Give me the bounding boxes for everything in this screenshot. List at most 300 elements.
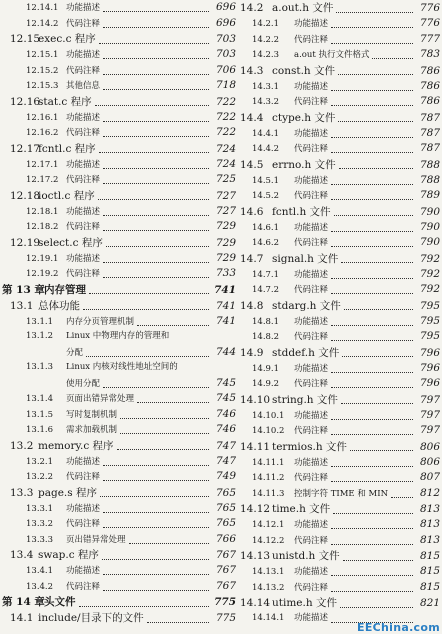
- dot-leader: [331, 176, 413, 185]
- toc-entry-title: errno.h 文件: [272, 158, 336, 171]
- toc-entry-title: unistd.h 文件: [272, 550, 340, 562]
- toc-entry-title: 代码注释: [294, 426, 329, 436]
- toc-entry-number: 14.3.1: [252, 81, 280, 92]
- dot-leader: [341, 254, 413, 263]
- toc-entry-section[interactable]: [240, 298, 440, 314]
- toc-entry-sub[interactable]: [2, 532, 236, 548]
- dot-leader: [103, 519, 209, 528]
- toc-entry-sub[interactable]: [2, 63, 236, 79]
- dot-leader: [103, 582, 209, 591]
- toc-entry-chapter[interactable]: [2, 594, 236, 610]
- toc-entry-title: 内存管理: [44, 283, 86, 296]
- dot-leader: [331, 223, 413, 232]
- toc-entry-section[interactable]: [240, 439, 440, 455]
- toc-entry-page-number: 792: [419, 267, 440, 280]
- toc-entry-number: 14.8: [240, 299, 264, 312]
- toc-entry-number: 14.14.1: [252, 613, 285, 623]
- toc-entry-section[interactable]: [2, 188, 236, 204]
- toc-entry-number: 第 13 章: [2, 283, 45, 296]
- toc-entry-number: 第 14 章: [2, 596, 45, 608]
- toc-entry-number: 14.11.1: [252, 457, 285, 468]
- dot-leader: [103, 160, 209, 169]
- dot-leader: [103, 457, 209, 466]
- toc-entry-title: 代码注释: [294, 238, 329, 248]
- dot-leader: [342, 348, 413, 357]
- toc-entry-sub[interactable]: [240, 141, 440, 157]
- toc-entry-sub[interactable]: [2, 469, 236, 485]
- toc-entry-title: 写时复制机制: [66, 409, 118, 420]
- dot-leader: [103, 207, 209, 216]
- toc-entry-page-number: 729: [215, 220, 236, 232]
- toc-entry-sub[interactable]: [240, 486, 440, 502]
- toc-entry-sub[interactable]: [240, 329, 440, 345]
- dot-leader: [120, 410, 209, 419]
- dot-leader: [331, 191, 413, 200]
- toc-entry-page-number: 795: [419, 299, 440, 312]
- toc-entry-sub[interactable]: [2, 78, 236, 94]
- toc-entry-sub[interactable]: [2, 110, 236, 126]
- toc-entry-number: 14.1: [10, 612, 34, 624]
- toc-entry-title: 需求加载机制: [66, 425, 118, 435]
- toc-entry-cont[interactable]: [2, 376, 236, 392]
- toc-entry-number: 12.15.2: [26, 65, 59, 76]
- toc-entry-cont[interactable]: [2, 345, 236, 361]
- toc-entry-page-number: 767: [215, 579, 236, 592]
- toc-entry-section[interactable]: [2, 94, 236, 110]
- toc-entry-number: 13.1.2: [26, 331, 54, 341]
- toc-entry-number: 14.8.2: [252, 332, 280, 342]
- dot-leader: [336, 4, 413, 13]
- toc-entry-page-number: 790: [419, 220, 440, 233]
- dot-leader: [331, 129, 413, 138]
- toc-entry-sub[interactable]: [2, 125, 236, 141]
- toc-entry-title: 代码注释: [294, 191, 329, 201]
- toc-entry-sub[interactable]: [240, 47, 440, 63]
- dot-leader: [103, 504, 209, 513]
- dot-leader: [95, 97, 209, 106]
- toc-entry-number: 13.1.1: [26, 316, 54, 327]
- toc-entry-title: 功能描述: [294, 81, 329, 92]
- dot-leader: [331, 82, 413, 91]
- toc-entry-number: 14.12.1: [252, 520, 285, 530]
- dot-leader: [103, 66, 209, 75]
- toc-entry-page-number: 806: [419, 440, 440, 453]
- toc-entry-number: 14.4.1: [252, 128, 280, 139]
- toc-entry-page-number: 747: [215, 439, 236, 452]
- toc-entry-sub[interactable]: [240, 94, 440, 110]
- toc-left-column: [2, 0, 236, 626]
- toc-entry-page-number: 765: [215, 517, 236, 529]
- toc-entry-title: 功能描述: [294, 363, 329, 374]
- toc-entry-page-number: 783: [419, 48, 440, 60]
- dot-leader: [103, 379, 209, 388]
- toc-entry-page-number: 741: [215, 299, 236, 312]
- toc-entry-sub[interactable]: [240, 267, 440, 283]
- toc-entry-title: 功能描述: [66, 206, 101, 217]
- toc-entry-number: 12.15.1: [26, 50, 59, 60]
- toc-entry-title: 代码注释: [66, 519, 101, 529]
- toc-entry-title: 代码注释: [294, 285, 329, 295]
- toc-entry-page-number: 727: [215, 189, 236, 202]
- dot-leader: [103, 222, 209, 231]
- toc-entry-number: 14.11: [240, 440, 271, 453]
- dot-leader: [391, 489, 413, 498]
- toc-entry-number: 13.3.3: [26, 534, 54, 545]
- dot-leader: [331, 332, 413, 341]
- toc-entry-title: 控制字符 TIME 和 MIN: [294, 488, 389, 499]
- toc-entry-sub[interactable]: [240, 220, 440, 236]
- toc-entry-page-number: 749: [215, 470, 236, 482]
- dot-leader: [331, 97, 413, 106]
- toc-entry-number: 14.13.1: [252, 567, 285, 577]
- toc-entry-page-number: 807: [419, 471, 440, 483]
- toc-entry-number: 14.13.2: [252, 582, 285, 593]
- toc-entry-sub[interactable]: [240, 517, 440, 533]
- toc-entry-page-number: 696: [215, 1, 236, 13]
- toc-entry-number: 13.4.2: [26, 581, 54, 592]
- toc-entry-title: 页面出错异常处理: [66, 394, 135, 404]
- toc-entry-sub[interactable]: [2, 157, 236, 173]
- toc-entry-page-number: 790: [419, 236, 440, 248]
- toc-entry-title: 分配: [66, 347, 84, 358]
- toc-entry-page-number: 815: [419, 550, 440, 562]
- toc-entry-section[interactable]: [2, 141, 236, 157]
- toc-entry-number: 14.3.2: [252, 97, 280, 107]
- toc-entry-section[interactable]: [240, 392, 440, 408]
- toc-entry-sub[interactable]: [2, 0, 236, 16]
- toc-entry-section[interactable]: [240, 0, 440, 16]
- toc-entry-sub[interactable]: [240, 470, 440, 486]
- dot-leader: [333, 505, 413, 514]
- toc-entry-sub[interactable]: [240, 408, 440, 424]
- dot-leader: [331, 473, 413, 482]
- toc-entry-page-number: 813: [419, 518, 440, 530]
- dot-leader: [338, 113, 413, 122]
- toc-entry-page-number: 741: [215, 314, 236, 327]
- toc-entry-page-number: 746: [215, 423, 236, 435]
- toc-entry-sub[interactable]: [2, 47, 236, 63]
- toc-entry-number: 14.7.1: [252, 269, 280, 280]
- toc-entry-page-number: 727: [215, 204, 236, 217]
- dot-leader: [83, 301, 209, 310]
- toc-entry-sub[interactable]: [240, 188, 440, 204]
- toc-entry-page-number: 745: [215, 392, 236, 404]
- dot-leader: [103, 566, 209, 575]
- toc-entry-page-number: 745: [215, 376, 236, 389]
- toc-entry-title: fcntl.h 文件: [272, 205, 331, 218]
- dot-leader: [147, 614, 209, 623]
- toc-entry-page-number: 722: [215, 110, 236, 123]
- dot-leader: [338, 66, 413, 75]
- dot-leader: [89, 285, 209, 294]
- toc-entry-number: 13.3: [10, 486, 34, 499]
- dot-leader: [79, 598, 210, 607]
- toc-entry-section[interactable]: [2, 438, 236, 454]
- toc-entry-title: 功能描述: [294, 613, 329, 623]
- toc-entry-section[interactable]: [240, 251, 440, 267]
- toc-entry-page-number: 787: [419, 142, 440, 154]
- toc-entry-number: 14.6.1: [252, 222, 280, 233]
- toc-entry-sub[interactable]: [2, 454, 236, 470]
- toc-entry-page-number: 729: [215, 236, 236, 249]
- toc-entry-page-number: 722: [215, 95, 236, 108]
- toc-entry-page-number: 787: [419, 126, 440, 139]
- dot-leader: [331, 270, 413, 279]
- toc-entry-sub[interactable]: [2, 391, 236, 407]
- toc-entry-page-number: 733: [215, 267, 236, 279]
- toc-entry-sub[interactable]: [240, 282, 440, 298]
- toc-entry-page-number: 788: [419, 158, 440, 171]
- toc-entry-section[interactable]: [2, 235, 236, 251]
- toc-entry-title: swap.c 程序: [38, 549, 99, 561]
- toc-entry-page-number: 812: [419, 486, 440, 499]
- toc-entry-number: 14.5.1: [252, 175, 280, 186]
- toc-entry-title: 功能描述: [294, 19, 329, 29]
- toc-entry-section[interactable]: [240, 157, 440, 173]
- toc-entry-page-number: 767: [215, 564, 236, 576]
- toc-entry-sub[interactable]: [2, 266, 236, 282]
- dot-leader: [331, 536, 413, 545]
- toc-entry-title: signal.h 文件: [272, 252, 339, 265]
- toc-entry-title: 代码注释: [294, 34, 329, 45]
- toc-entry-page-number: 776: [419, 17, 440, 29]
- toc-entry-title: Linux 中物理内存的管理和: [66, 331, 170, 341]
- toc-entry-title: 功能描述: [294, 410, 329, 421]
- toc-entry-title: memory.c 程序: [38, 439, 114, 452]
- toc-entry-sub[interactable]: [2, 251, 236, 267]
- toc-entry-sub[interactable]: [2, 329, 236, 345]
- toc-entry-sub[interactable]: [2, 314, 236, 330]
- toc-entry-page-number: 746: [215, 407, 236, 420]
- watermark: EEChina.com: [357, 621, 440, 634]
- toc-entry-page-number: 724: [215, 157, 236, 170]
- toc-entry-page-number: 786: [419, 95, 440, 107]
- toc-entry-sub[interactable]: [240, 580, 440, 596]
- dot-leader: [103, 19, 209, 28]
- toc-entry-title: 功能描述: [66, 456, 101, 467]
- dot-leader: [103, 128, 209, 137]
- toc-entry-section[interactable]: [2, 610, 236, 626]
- toc-entry-title: Linux 内核对线性地址空间的: [66, 362, 178, 372]
- toc-entry-section[interactable]: [240, 548, 440, 564]
- toc-entry-page-number: 795: [419, 314, 440, 327]
- dot-leader: [331, 379, 413, 388]
- toc-entry-page-number: 775: [215, 612, 236, 624]
- toc-entry-page-number: 797: [419, 408, 440, 421]
- toc-entry-number: 14.3: [240, 64, 264, 77]
- toc-entry-number: 14.2.2: [252, 34, 280, 45]
- toc-entry-number: 12.16.1: [26, 112, 59, 123]
- dot-leader: [350, 442, 413, 451]
- dot-leader: [103, 472, 209, 481]
- toc-entry-page-number: 815: [419, 580, 440, 593]
- toc-entry-title: 使用分配: [66, 378, 101, 389]
- dot-leader: [100, 488, 209, 497]
- toc-entry-number: 13.1: [10, 299, 34, 312]
- toc-entry-number: 12.18.1: [26, 206, 59, 217]
- toc-entry-section[interactable]: [240, 204, 440, 220]
- toc-entry-sub[interactable]: [240, 235, 440, 251]
- toc-entry-title: 页出错异常处理: [66, 534, 126, 545]
- toc-entry-title: stdarg.h 文件: [272, 299, 341, 312]
- toc-entry-title: 代码注释: [294, 97, 329, 107]
- toc-entry-sub[interactable]: [2, 516, 236, 532]
- toc-entry-title: const.h 文件: [272, 64, 336, 77]
- toc-entry-sub[interactable]: [240, 533, 440, 549]
- toc-right-column: [240, 0, 440, 627]
- toc-entry-chapter[interactable]: [2, 282, 236, 298]
- toc-entry-number: 13.1.3: [26, 362, 54, 372]
- dot-leader: [99, 144, 209, 153]
- toc-entry-sub[interactable]: [2, 563, 236, 579]
- toc-entry-number: 14.11.2: [252, 473, 285, 483]
- toc-entry-section[interactable]: [2, 485, 236, 501]
- dot-leader: [331, 238, 413, 247]
- toc-entry-title: 代码注释: [294, 144, 329, 154]
- dot-leader: [98, 191, 209, 200]
- dot-leader: [331, 520, 413, 529]
- toc-entry-sub[interactable]: [2, 501, 236, 517]
- toc-entry-number: 14.7: [240, 252, 264, 265]
- toc-entry-page-number: 789: [419, 189, 440, 201]
- toc-entry-section[interactable]: [240, 501, 440, 517]
- toc-entry-title: 功能描述: [66, 3, 101, 13]
- dot-leader: [117, 441, 209, 450]
- toc-entry-title: 代码注释: [294, 535, 329, 546]
- toc-entry-page-number: 722: [215, 126, 236, 138]
- toc-entry-number: 14.5.2: [252, 191, 280, 201]
- toc-entry-title: 代码注释: [294, 473, 329, 483]
- toc-entry-title: 内存分页管理机制: [66, 316, 135, 327]
- toc-entry-title: page.s 程序: [38, 486, 97, 499]
- dot-leader: [331, 19, 413, 28]
- toc-entry-number: 12.17: [10, 142, 41, 155]
- toc-entry-number: 13.1.4: [26, 394, 54, 404]
- toc-entry-page-number: 777: [419, 32, 440, 45]
- toc-entry-sub[interactable]: [2, 204, 236, 220]
- toc-entry-sub[interactable]: [240, 16, 440, 32]
- toc-entry-title: 代码注释: [66, 65, 101, 76]
- dot-leader: [103, 113, 209, 122]
- toc-entry-page-number: 796: [419, 361, 440, 374]
- toc-entry-title: 代码注释: [66, 472, 101, 482]
- toc-entry-number: 13.2: [10, 439, 34, 452]
- toc-entry-title: ctype.h 文件: [272, 111, 336, 124]
- toc-entry-section[interactable]: [2, 31, 236, 47]
- toc-entry-page-number: 766: [215, 532, 236, 545]
- toc-entry-sub[interactable]: [240, 376, 440, 392]
- toc-entry-title: 功能描述: [66, 253, 101, 264]
- dot-leader: [103, 254, 209, 263]
- toc-entry-section[interactable]: [240, 63, 440, 79]
- toc-entry-section[interactable]: [2, 298, 236, 314]
- toc-entry-section[interactable]: [240, 110, 440, 126]
- toc-entry-number: 14.9.2: [252, 379, 280, 389]
- toc-entry-number: 14.2.3: [252, 50, 280, 60]
- toc-entry-title: 功能描述: [66, 503, 101, 514]
- toc-entry-number: 13.4.1: [26, 566, 54, 576]
- toc-entry-sub[interactable]: [2, 172, 236, 188]
- toc-entry-title: 功能描述: [294, 175, 329, 186]
- dot-leader: [331, 35, 413, 44]
- toc-entry-number: 13.3.2: [26, 519, 54, 529]
- toc-entry-title: include/目录下的文件: [38, 612, 144, 624]
- toc-entry-title: time.h 文件: [272, 503, 331, 515]
- toc-entry-number: 12.17.1: [26, 159, 59, 170]
- toc-entry-number: 13.2.2: [26, 472, 54, 482]
- toc-entry-page-number: 813: [419, 533, 440, 546]
- toc-entry-number: 13.1.5: [26, 409, 54, 420]
- dot-leader: [331, 411, 413, 420]
- dot-leader: [331, 426, 413, 435]
- dot-leader: [86, 348, 209, 357]
- toc-entry-sub[interactable]: [2, 407, 236, 423]
- toc-entry-number: 12.18: [10, 189, 41, 202]
- toc-entry-sub[interactable]: [2, 219, 236, 235]
- toc-entry-sub[interactable]: [240, 423, 440, 439]
- toc-entry-title: 代码注释: [294, 332, 329, 342]
- toc-entry-number: 14.10: [240, 393, 271, 406]
- toc-entry-section[interactable]: [2, 547, 236, 563]
- toc-entry-page-number: 765: [215, 486, 236, 499]
- toc-entry-title: 功能描述: [66, 50, 101, 60]
- toc-entry-page-number: 797: [419, 393, 440, 406]
- toc-entry-title: 头文件: [44, 596, 76, 608]
- toc-entry-page-number: 815: [419, 565, 440, 577]
- toc-entry-page-number: 786: [419, 79, 440, 92]
- toc-entry-sub[interactable]: [2, 16, 236, 32]
- toc-entry-number: 14.6.2: [252, 238, 280, 248]
- toc-entry-number: 14.10.2: [252, 426, 285, 436]
- toc-entry-sub[interactable]: [2, 422, 236, 438]
- toc-entry-sub[interactable]: [240, 314, 440, 330]
- toc-entry-number: 12.14.1: [26, 3, 59, 13]
- toc-entry-title: 功能描述: [294, 457, 329, 468]
- toc-entry-number: 14.2.1: [252, 19, 280, 29]
- dot-leader: [341, 395, 413, 404]
- toc-entry-page-number: 786: [419, 64, 440, 77]
- toc-entry-sub[interactable]: [240, 79, 440, 95]
- toc-entry-page-number: 806: [419, 455, 440, 468]
- toc-entry-title: utime.h 文件: [272, 597, 337, 609]
- toc-entry-page-number: 724: [215, 142, 236, 155]
- toc-entry-number: 14.12: [240, 503, 271, 515]
- toc-entry-number: 13.3.1: [26, 503, 54, 514]
- toc-entry-page-number: 788: [419, 173, 440, 186]
- toc-entry-title: ioctl.c 程序: [38, 189, 95, 202]
- dot-leader: [103, 81, 209, 90]
- toc-entry-section[interactable]: [240, 595, 440, 611]
- dot-leader: [340, 599, 413, 608]
- toc-entry-sub[interactable]: [240, 455, 440, 471]
- toc-entry-sub[interactable]: [240, 32, 440, 48]
- toc-entry-title: 功能描述: [66, 159, 101, 170]
- toc-entry-sub[interactable]: [2, 579, 236, 595]
- toc-entry-number: 12.16.2: [26, 128, 59, 138]
- toc-entry-sub[interactable]: [240, 173, 440, 189]
- toc-entry-sub[interactable]: [240, 361, 440, 377]
- toc-entry-section[interactable]: [240, 345, 440, 361]
- dot-leader: [120, 425, 209, 434]
- toc-entry-sub[interactable]: [240, 126, 440, 142]
- toc-entry-title: 功能描述: [294, 222, 329, 233]
- toc-entry-page-number: 744: [215, 345, 236, 358]
- toc-entry-sub[interactable]: [240, 564, 440, 580]
- toc-entry-page-number: 775: [214, 596, 236, 608]
- toc-entry-number: 14.2: [240, 2, 264, 14]
- toc-entry-sub[interactable]: [2, 360, 236, 376]
- toc-entry-number: 12.15.3: [26, 81, 59, 91]
